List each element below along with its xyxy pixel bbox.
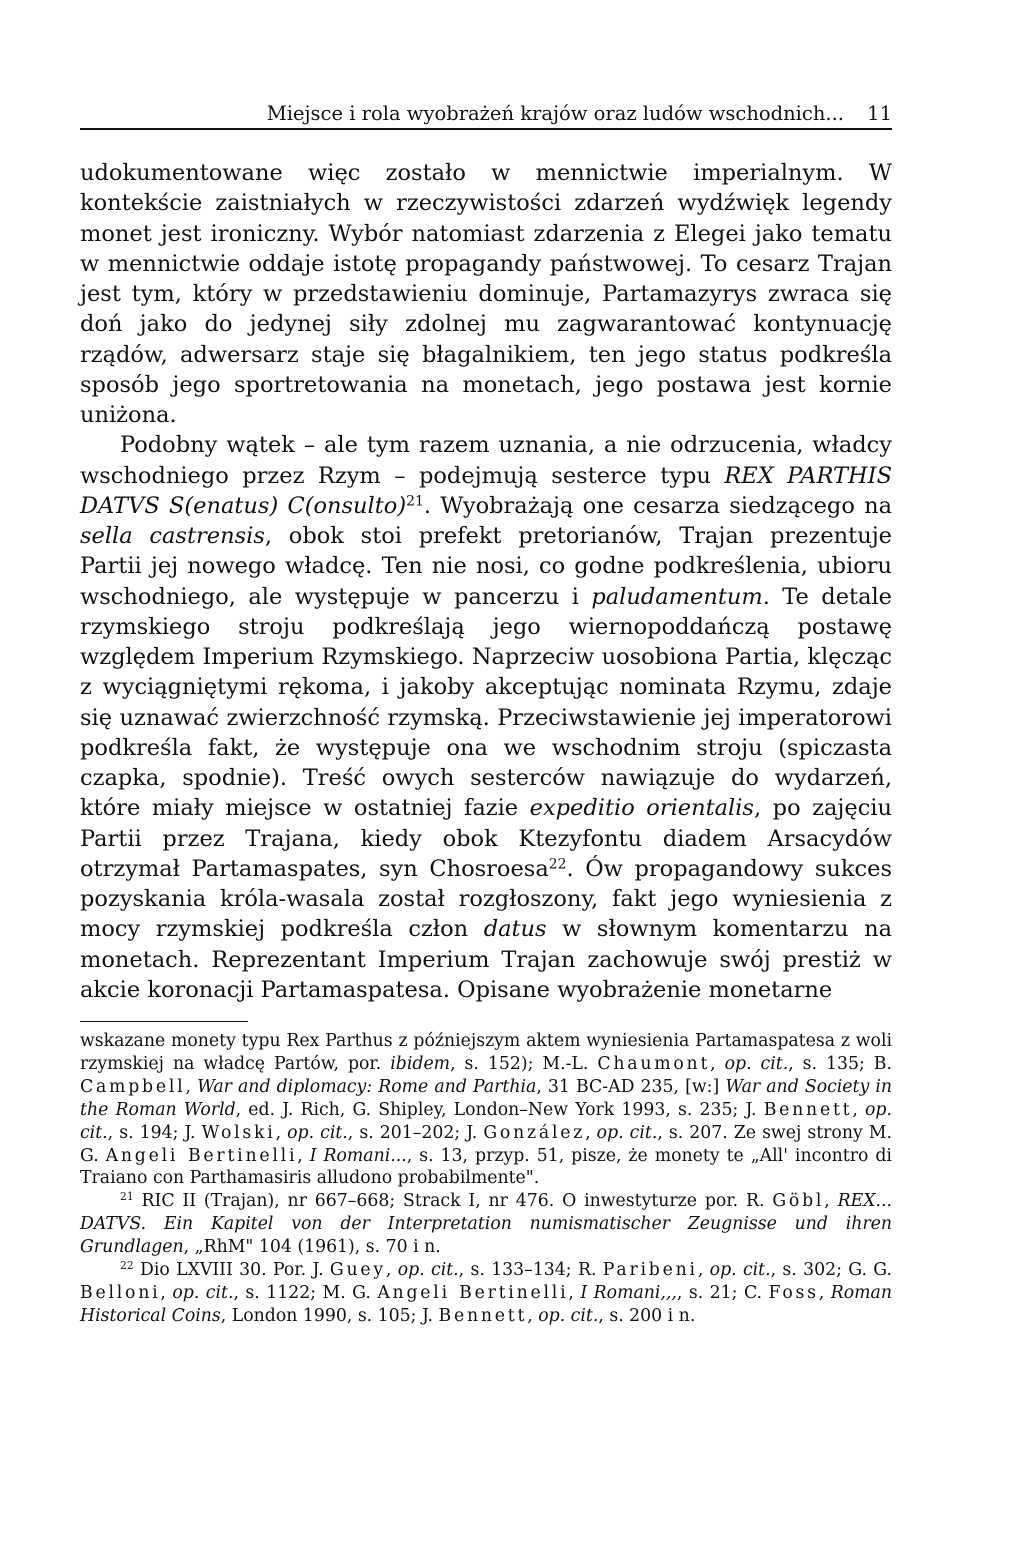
running-title: Miejsce i rola wyobrażeń krajów oraz ludów wschodnich... — [266, 102, 844, 125]
text-run: , s. 21; C. — [676, 1282, 769, 1303]
text-run: . Wyobrażają one cesarza siedzącego na — [423, 492, 893, 519]
footnotes — [80, 1030, 892, 1328]
author-name: Angeli Bertinelli — [105, 1145, 298, 1166]
text-run: , — [710, 1053, 725, 1074]
text-run: , s. 135; B. — [788, 1053, 892, 1074]
italic-term: paludamentum — [591, 583, 763, 610]
text-run: , s. 1122; M. G. — [233, 1282, 378, 1303]
text-run: . Te detale rzymskiego stroju podkreślają jego wiernopoddańczą postawę względem Imperium Rzymskiego. Naprzeciw uosobiona Partia, klęcząc z wyciągniętymi rękoma, i jakoby akceptując nominata Rzymu, zdaje się uznawać zwierzchność rzymską. Przeciwstawienie jej imperatorowi podkreśla fakt, że występuje ona we wschodnim stroju (spiczasta czapka, spodnie). Treść owych sesterców nawiązuje do wydarzeń, które miały miejsce w ostatniej fazie — [80, 583, 892, 822]
author-name: Göbl — [772, 1191, 825, 1212]
text-run: , — [385, 1260, 398, 1281]
italic-ref: op. cit. — [709, 1260, 771, 1281]
italic-ref: I Romani,,, — [580, 1282, 677, 1303]
italic-ref: op. cit. — [172, 1282, 234, 1303]
italic-ref: op. cit. — [80, 1099, 892, 1143]
italic-term: C(onsulto) — [287, 492, 407, 519]
text-run: , London 1990, s. 105; J. — [220, 1305, 439, 1326]
text-run: , — [585, 1122, 597, 1143]
italic-ref: op. cit. — [287, 1122, 348, 1143]
author-name: Bennett — [763, 1099, 853, 1120]
text-run: , s. 13, przyp. 51, pisze, że monety te „All' incontro di Traiano con Parthamasiris alludono probabilmente". — [80, 1145, 892, 1189]
footnote-continuation — [80, 1030, 892, 1190]
author-name: Angeli Bertinelli — [377, 1282, 569, 1303]
italic-term: REX PARTHIS DATVS — [80, 462, 892, 519]
italic-ref: op. cit. — [397, 1260, 459, 1281]
italic-ref: I Romani... — [309, 1145, 407, 1166]
text-run: , s. 302; G. G. — [770, 1260, 892, 1281]
italic-term: S(enatus) — [168, 492, 279, 519]
text-run — [160, 493, 169, 519]
author-name: Wolski — [201, 1122, 276, 1143]
text-run: , — [297, 1145, 310, 1166]
author-name: Bennett — [438, 1305, 528, 1326]
text-run: , po zajęciu Partii przez Trajana, kiedy obok Ktezyfontu diadem Arsacydów otrzymał Partamaspates, syn Chosroesa — [80, 795, 892, 882]
footnote-divider — [80, 1021, 248, 1022]
text-run: , — [275, 1122, 288, 1143]
footnote-number: 21 — [120, 1190, 134, 1204]
italic-ref: REX... DATVS. Ein Kapitel von der Interpretation numismatischer Zeugnisse und ihren Grundlagen — [80, 1191, 892, 1258]
author-name: Guey — [329, 1260, 386, 1281]
main-text — [80, 158, 892, 1005]
text-run: , — [852, 1099, 866, 1120]
paragraph-1: udokumentowane więc zostało w mennictwie imperialnym. W kontekście zaistniałych w rzeczywistości zdarzeń wydźwięk legendy monet jest ironiczny. Wybór natomiast zdarzenia z Elegei jako tematu w mennictwie oddaje istotę propagandy państwowej. To cesarz Trajan jest tym, który w przedstawieniu dominuje, Partamazyrys zwraca się doń jako do jedynej siły zdolnej mu zagwarantować kontynuację rządów, adwersarz staje się błagalnikiem, ten jego status podkreśla sposób jego sportretowania na monetach, jego postawa jest kornie uniżona. — [80, 160, 892, 428]
italic-ref: op. cit. — [724, 1053, 789, 1074]
text-run: , obok stoi prefekt pretorianów, Trajan prezentuje Partii jej nowego władcę. Ten nie nosi, co godne podkreślenia, ubioru wschodniego, ale występuje w pancerzu i — [80, 523, 892, 610]
text-run: wskazane monety typu Rex Parthus z późniejszym aktem wyniesienia Partamaspatesa z woli rzymskiej na władcę Partów, por. — [80, 1031, 892, 1074]
author-name: Paribeni — [602, 1260, 698, 1281]
footnote-ref-21: 21 — [406, 493, 424, 510]
text-run: , — [568, 1282, 581, 1303]
text-run: , s. 200 i n. — [598, 1305, 696, 1326]
page-number: 11 — [867, 102, 892, 125]
footnote-number: 22 — [120, 1259, 134, 1273]
text-run: , — [697, 1260, 710, 1281]
author-name: Foss — [768, 1282, 819, 1303]
paragraph-2 — [80, 430, 892, 1005]
text-run: RIC II (Trajan), nr 667–668; Strack I, nr 476. O inwestyturze por. R. — [133, 1191, 773, 1212]
text-run: Podobny wątek – ale tym razem uznania, a nie odrzucenia, władcy wschodniego przez Rzym – podejmują sesterce typu — [80, 432, 892, 489]
italic-term: expeditio orientalis — [529, 795, 754, 822]
text-run: , — [527, 1305, 539, 1326]
text-run: , s. 201–202; J. — [347, 1122, 484, 1143]
text-run: , — [818, 1282, 831, 1303]
text-run: , s. 207. Ze swej strony M. G. — [80, 1122, 892, 1166]
text-run: , — [824, 1191, 838, 1212]
italic-ref: War and diplomacy: Rome and Parthia — [197, 1076, 537, 1097]
italic-ref: ibidem — [390, 1053, 451, 1074]
text-run: , — [185, 1076, 198, 1097]
text-run: w słownym komentarzu na monetach. Reprezentant Imperium Trajan zachowuje swój prestiż w akcie koronacji Partamaspatesa. Opisane wyobrażenie monetarne — [80, 916, 892, 1003]
author-name: González — [483, 1122, 586, 1143]
text-run: , ed. J. Rich, G. Shipley, London–New York 1993, s. 235; J. — [235, 1099, 764, 1120]
footnote-21 — [80, 1190, 892, 1259]
italic-ref: Roman Historical Coins — [80, 1282, 892, 1326]
author-name: Campbell — [80, 1076, 186, 1097]
footnote-ref-22: 22 — [548, 856, 567, 873]
italic-term: datus — [483, 916, 547, 943]
text-run: Dio LXVIII 30. Por. J. — [133, 1260, 330, 1281]
text-run: , 31 BC-AD 235, [w:] — [536, 1076, 726, 1097]
text-run: , s. 194; J. — [107, 1122, 202, 1143]
text-run: , s. 152); M.-L. — [450, 1053, 598, 1074]
italic-term: sella castrensis — [80, 523, 265, 549]
author-name: Chaumont — [597, 1053, 711, 1074]
text-run: , — [160, 1282, 173, 1303]
footnote-22 — [80, 1259, 892, 1328]
text-run: , s. 133–134; R. — [458, 1260, 603, 1281]
text-run: , „RhM" 104 (1961), s. 70 i n. — [183, 1237, 441, 1258]
italic-ref: op. cit. — [596, 1122, 658, 1143]
italic-ref: op. cit. — [538, 1305, 599, 1326]
text-run: . Ów propagandowy sukces pozyskania króla-wasala został rozgłoszony, fakt jego wyniesienia z mocy rzymskiej podkreśla człon — [80, 855, 892, 943]
italic-ref: War and Society in the Roman World — [80, 1076, 893, 1120]
author-name: Belloni — [80, 1282, 161, 1303]
running-header — [80, 102, 892, 130]
